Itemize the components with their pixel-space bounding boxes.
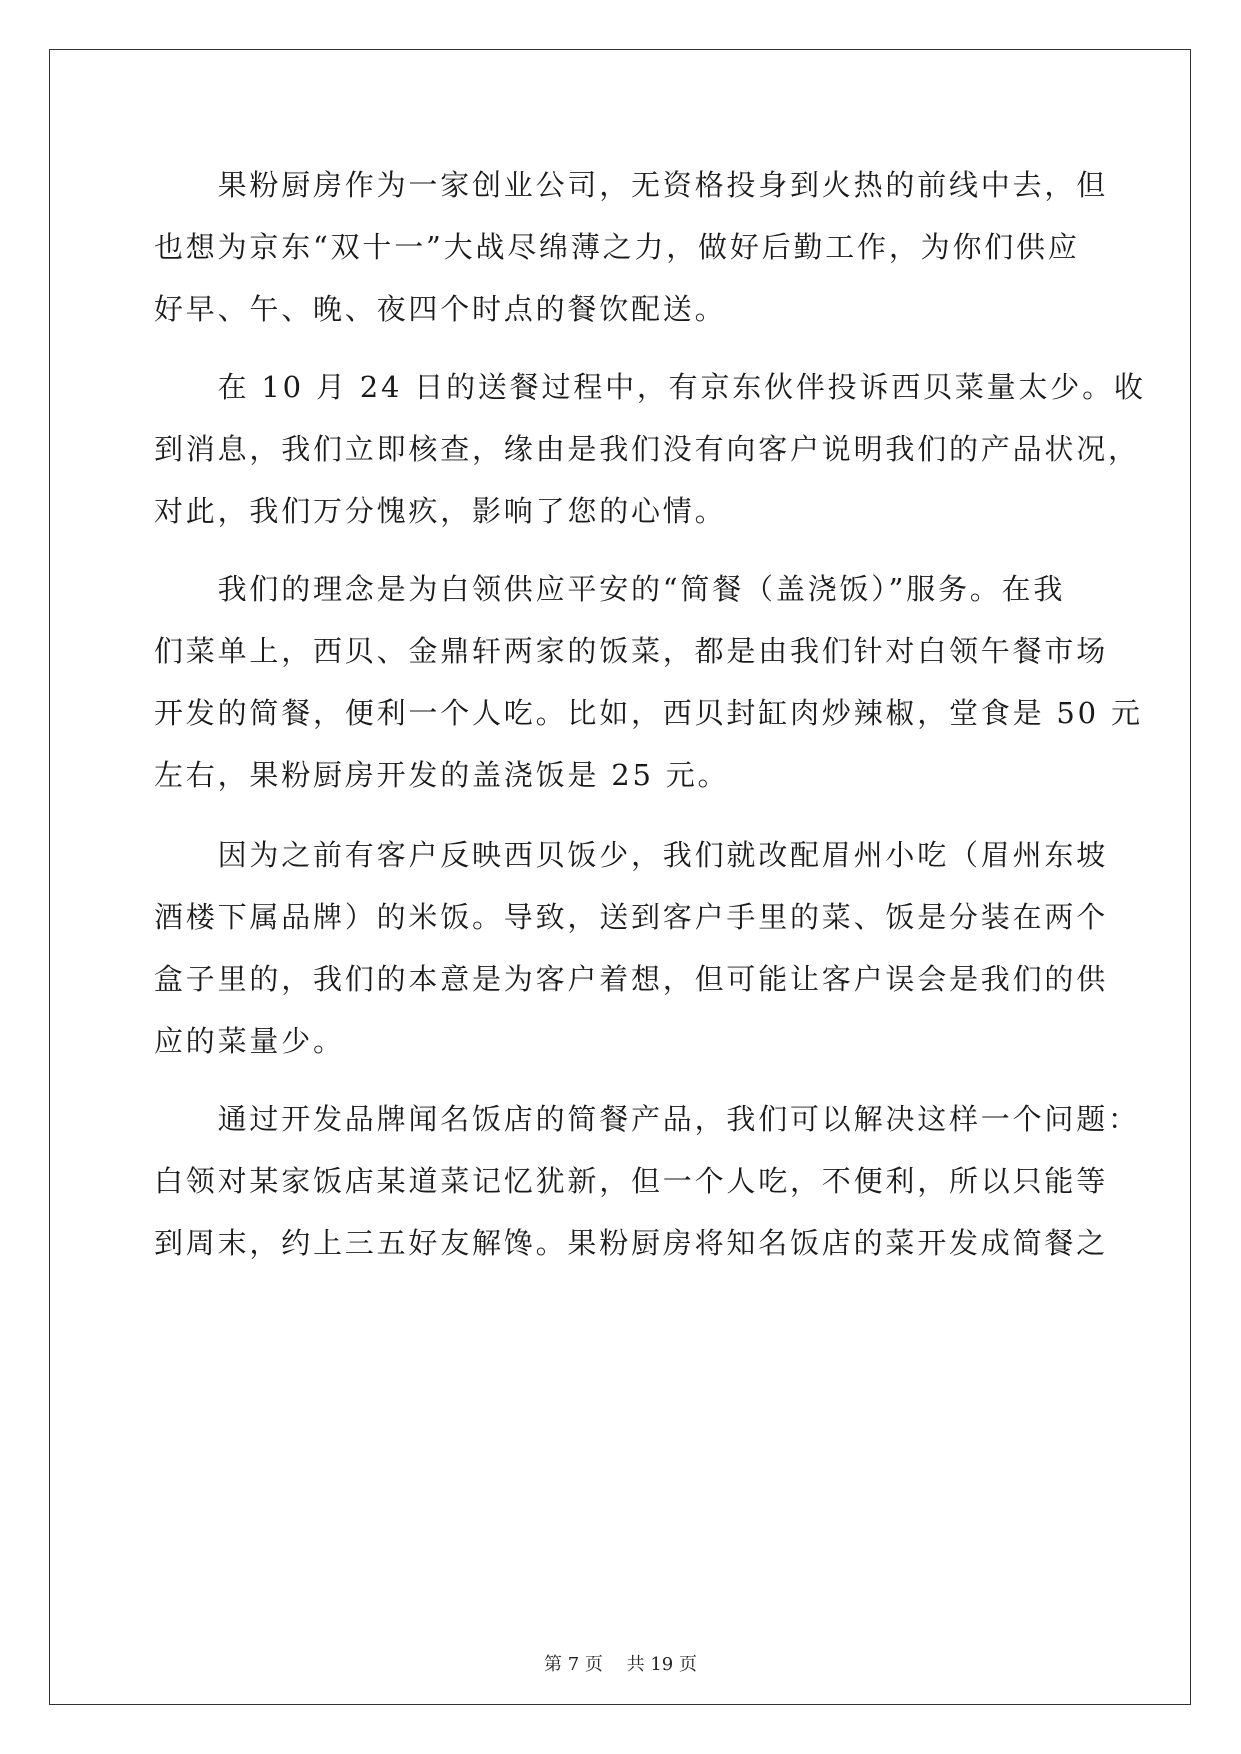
paragraph-line: 也想为京东“双十一”大战尽绵薄之力，做好后勤工作，为你们供应 <box>154 230 1080 264</box>
paragraph-line: 们菜单上，西贝、金鼎轩两家的饭菜，都是由我们针对白领午餐市场 <box>154 634 1109 668</box>
paragraph-line: 白领对某家饭店某道菜记忆犹新，但一个人吃，不便利，所以只能等 <box>154 1164 1109 1198</box>
paragraph-line: 我们的理念是为白领供应平安的“简餐（盖浇饭）”服务。在我 <box>154 572 1066 606</box>
paragraph-line: 酒楼下属品牌）的米饭。导致，送到客户手里的菜、饭是分装在两个 <box>154 900 1109 934</box>
paragraph-line: 左右，果粉厨房开发的盖浇饭是 25 元。 <box>154 758 730 792</box>
paragraph-line: 在 10 月 24 日的送餐过程中，有京东伙伴投诉西贝菜量太少。收 <box>154 370 1146 404</box>
paragraph-line: 到周末，约上三五好友解馋。果粉厨房将知名饭店的菜开发成简餐之 <box>154 1226 1109 1260</box>
paragraph-line: 因为之前有客户反映西贝饭少，我们就改配眉州小吃（眉州东坡 <box>154 838 1109 872</box>
paragraph-line: 通过开发品牌闻名饭店的简餐产品，我们可以解决这样一个问题： <box>154 1102 1140 1136</box>
paragraph-line: 到消息，我们立即核查，缘由是我们没有向客户说明我们的产品状况， <box>154 432 1140 466</box>
paragraph-line: 应的菜量少。 <box>154 1024 345 1058</box>
paragraph-line: 好早、午、晚、夜四个时点的餐饮配送。 <box>154 292 727 326</box>
paragraph-line: 开发的简餐，便利一个人吃。比如，西贝封缸肉炒辣椒，堂食是 50 元 <box>154 696 1143 730</box>
paragraph-line: 对此，我们万分愧疚，影响了您的心情。 <box>154 494 727 528</box>
paragraph-line: 盒子里的，我们的本意是为客户着想，但可能让客户误会是我们的供 <box>154 962 1109 996</box>
page-number-footer: 第 7 页 共 19 页 <box>544 1654 697 1675</box>
paragraph-line: 果粉厨房作为一家创业公司，无资格投身到火热的前线中去，但 <box>154 168 1109 202</box>
